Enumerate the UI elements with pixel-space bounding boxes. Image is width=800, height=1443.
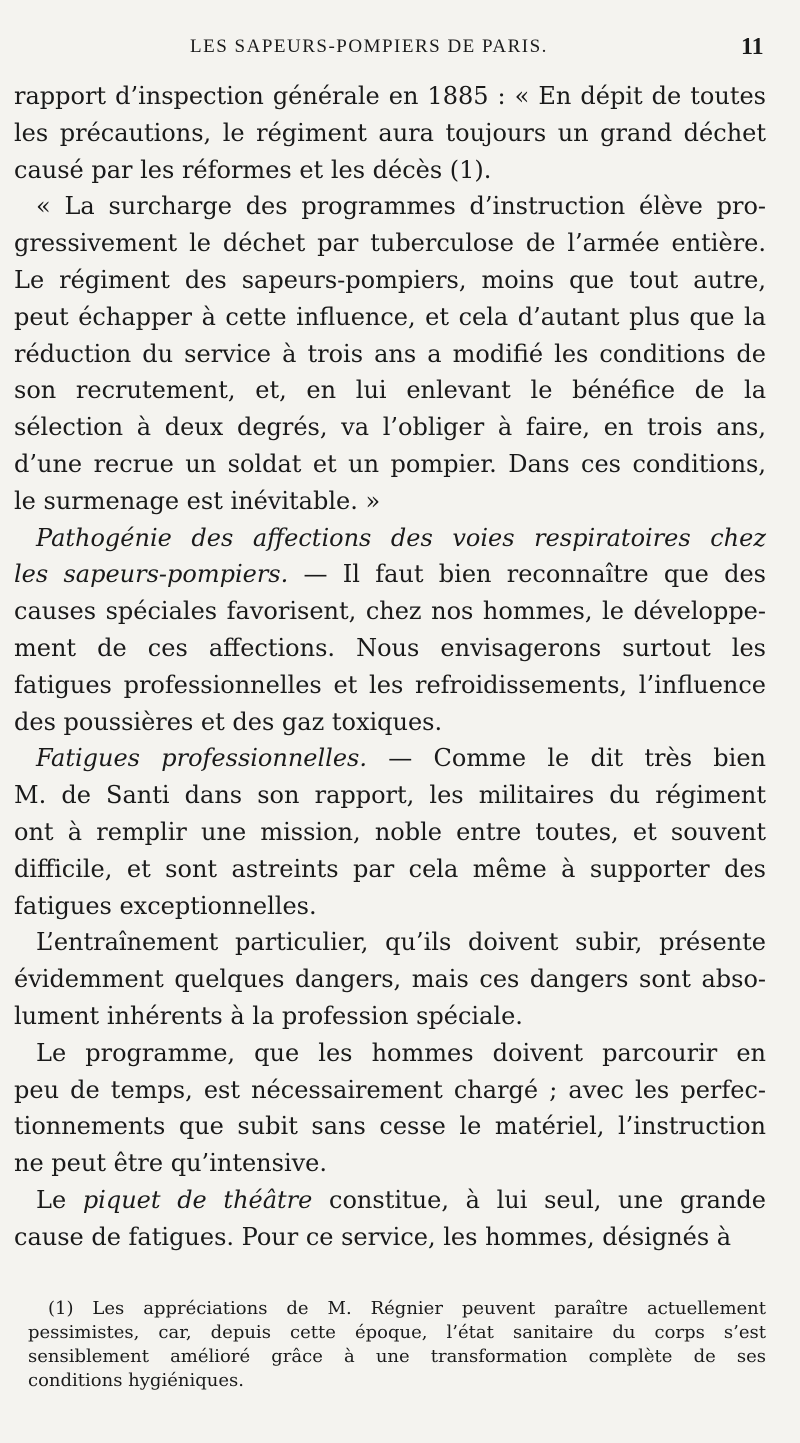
line-text: Le programme, que les hommes doivent parcourir en	[36, 1038, 766, 1067]
text-line	[14, 336, 766, 373]
text-line	[14, 446, 766, 483]
text-line	[14, 409, 766, 446]
footnote-line: conditions hygiéniques.	[28, 1370, 244, 1391]
text-line	[14, 225, 766, 262]
text-line	[14, 740, 766, 777]
line-text: gressivement le déchet par tuberculose de l’armée entière.	[14, 229, 766, 258]
footnote	[28, 1297, 766, 1393]
text-line	[14, 1072, 766, 1109]
page-header	[0, 34, 800, 64]
line-text: évidemment quelques dangers, mais ces dangers sont abso-	[14, 965, 766, 994]
text-line	[14, 152, 766, 189]
italic-heading: Fatigues professionnelles.	[36, 744, 367, 773]
text-line	[14, 630, 766, 667]
line-text: ont à remplir une mission, noble entre toutes, et souvent	[14, 817, 766, 846]
text-line	[14, 777, 766, 814]
line-text: sélection à deux degrés, va l’obliger à faire, en trois ans,	[14, 413, 766, 442]
running-title: LES SAPEURS-POMPIERS DE PARIS.	[190, 36, 548, 57]
line-text: peu de temps, est nécessairement chargé ; avec les perfec-	[14, 1075, 766, 1104]
page-number: 11	[741, 34, 764, 60]
line-text: les précautions, le régiment aura toujours un grand déchet	[14, 118, 766, 147]
line-text: — Comme le dit très bien	[367, 744, 766, 773]
text-line	[14, 814, 766, 851]
line-lead: Le	[36, 1185, 83, 1214]
italic-heading: Pathogénie des affections des voies respiratoires chez	[36, 523, 766, 552]
text-line	[14, 483, 766, 520]
line-text: causé par les réformes et les décès (1).	[14, 155, 492, 184]
text-line	[14, 1145, 766, 1182]
line-text: — Il faut bien reconnaître que des	[288, 560, 766, 589]
text-line	[14, 299, 766, 336]
text-line	[14, 1035, 766, 1072]
text-line	[14, 888, 766, 925]
line-text: fatigues exceptionnelles.	[14, 891, 317, 920]
line-text: L’entraînement particulier, qu’ils doivent subir, présente	[36, 928, 766, 957]
line-text: le surmenage est inévitable. »	[14, 486, 381, 515]
line-text: fatigues professionnelles et les refroidissements, l’influence	[14, 670, 766, 699]
line-text: lument inhérents à la profession spéciale.	[14, 1001, 523, 1030]
line-text: tionnements que subit sans cesse le matériel, l’instruction	[14, 1112, 766, 1141]
footnote-line: sensiblement amélioré grâce à une transformation complète de ses	[28, 1346, 766, 1367]
text-line	[14, 998, 766, 1035]
line-text: ment de ces affections. Nous envisagerons surtout les	[14, 633, 766, 662]
line-text: « La surcharge des programmes d’instruction élève pro-	[36, 192, 766, 221]
footnote-line: (1) Les appréciations de M. Régnier peuvent paraître actuellement	[48, 1298, 766, 1319]
text-line	[14, 262, 766, 299]
line-text: des poussières et des gaz toxiques.	[14, 707, 443, 736]
line-text: d’une recrue un soldat et un pompier. Dans ces conditions,	[14, 449, 766, 478]
text-line	[14, 115, 766, 152]
line-text: cause de fatigues. Pour ce service, les hommes, désignés à	[14, 1222, 732, 1251]
line-text: Le régiment des sapeurs-pompiers, moins que tout autre,	[14, 265, 766, 294]
text-line	[14, 556, 766, 593]
line-text: ne peut être qu’intensive.	[14, 1149, 328, 1178]
italic-heading: les sapeurs-pompiers.	[14, 560, 289, 589]
line-text: réduction du service à trois ans a modifié les conditions de	[14, 339, 766, 368]
text-line	[14, 704, 766, 741]
text-line	[14, 372, 766, 409]
body-text	[14, 78, 766, 1256]
text-line	[14, 1219, 766, 1256]
line-text: constitue, à lui seul, une grande	[312, 1185, 767, 1214]
line-text: peut échapper à cette influence, et cela d’autant plus que la	[14, 302, 766, 331]
text-line	[14, 667, 766, 704]
text-line	[14, 188, 766, 225]
text-line	[14, 851, 766, 888]
line-text: difficile, et sont astreints par cela même à supporter des	[14, 854, 766, 883]
line-text: M. de Santi dans son rapport, les militaires du régiment	[14, 781, 766, 810]
line-text: causes spéciales favorisent, chez nos hommes, le développe-	[14, 597, 766, 626]
italic-heading: piquet de théâtre	[82, 1185, 313, 1214]
text-line	[14, 924, 766, 961]
footnote-line: pessimistes, car, depuis cette époque, l’état sanitaire du corps s’est	[28, 1322, 766, 1343]
text-line	[14, 593, 766, 630]
text-line	[14, 78, 766, 115]
line-text: son recrutement, et, en lui enlevant le bénéfice de la	[14, 376, 766, 405]
text-line	[14, 961, 766, 998]
text-line	[14, 1182, 766, 1219]
text-line	[14, 1108, 766, 1145]
text-line	[14, 520, 766, 557]
line-text: rapport d’inspection générale en 1885 : « En dépit de toutes	[14, 82, 766, 110]
